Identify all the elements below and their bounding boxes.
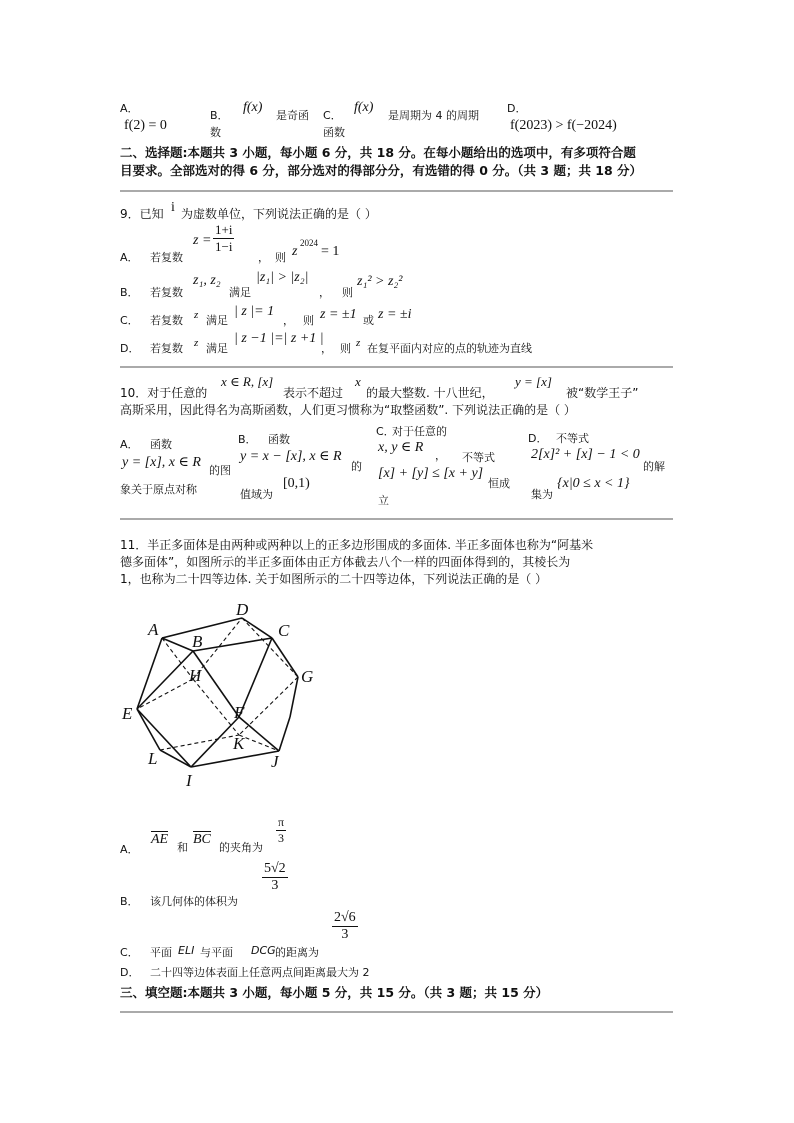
figure-label-l: L: [148, 749, 158, 768]
q11-option-c-label: C．: [120, 946, 139, 959]
q8-option-b-label: B．: [210, 109, 229, 122]
q11-option-d-text: 二十四等边体表面上任意两点间距离最大为 2: [150, 966, 370, 979]
q11-option-a-num: π: [278, 815, 285, 829]
q11-option-c-num: 2√6: [334, 910, 356, 925]
q9-stem-post: 为虚数单位，下列说法正确的是（ ）: [181, 207, 377, 221]
section3-heading: 三、填空题:本题共 3 小题，每小题 5 分，共 15 分。（共 3 题；共 15 分）: [120, 985, 549, 1000]
q11-option-a-vector1: AE: [151, 832, 169, 847]
q11-option-c-text: 平面: [150, 946, 172, 959]
q11-option-c-den: 3: [341, 927, 349, 942]
divider: [120, 1011, 673, 1013]
q11-option-c-text3: 的距离为: [275, 946, 319, 959]
q9-option-c-condition: | z |= 1: [234, 304, 275, 319]
figure-label-j: J: [271, 752, 279, 771]
q11-option-a-vector2: BC: [193, 832, 211, 847]
q10-stem-mid: 表示不超过: [283, 386, 344, 400]
q9-option-a-exponent: 2024: [300, 238, 318, 248]
section2-heading-line2: 目要求。全部选对的得 6 分，部分选对的得部分分，有选错的得 0 分。（共 3 题；共 18 分）: [120, 163, 643, 178]
q9-option-b-satisfy: 满足: [229, 286, 251, 299]
q9-option-b-then: 则: [342, 286, 353, 299]
q10-option-c-text3: 恒成: [488, 477, 510, 490]
q9-option-a-result: z: [292, 244, 298, 259]
q9-option-c-or: 或: [363, 314, 374, 327]
q10-option-b-text: 函数: [268, 433, 290, 446]
section2-heading-line1: 二、选择题:本题共 3 小题，每小题 6 分，共 18 分。在每小题给出的选项中，有多项符合题: [120, 145, 636, 160]
q9-option-d-condition: | z −1 |=| z +1 |: [234, 331, 324, 346]
q10-option-c-comma: ，: [435, 449, 446, 462]
q9-option-c-result2: z = ±i: [378, 307, 412, 322]
divider: [120, 366, 673, 368]
q8-option-c-math: f(x): [354, 100, 374, 115]
q9-option-c-label: C．: [120, 314, 139, 327]
q8-option-d-label: D．: [507, 102, 527, 115]
q8-option-a-math: f(2) = 0: [124, 118, 167, 133]
q9-option-a-text: 若复数: [150, 251, 183, 264]
q10-option-d-text2: 的解: [643, 460, 665, 473]
q11-option-b-text: 该几何体的体积为: [150, 895, 238, 908]
q10-stem-fn: y = [x]: [515, 374, 552, 389]
q9-option-a-comma: ，: [258, 251, 269, 264]
q9-option-d-text: 若复数: [150, 342, 183, 355]
q11-option-c-text2: 与平面: [200, 946, 233, 959]
q9-option-a-result-value: = 1: [321, 244, 340, 259]
q10-stem-math: x ∈ R, [x]: [221, 374, 274, 389]
figure-label-f: F: [234, 703, 245, 722]
q10-option-c-vars: x, y ∈ R: [378, 440, 424, 455]
q10-stem-end: 被“数学王子”: [566, 386, 639, 400]
q9-option-b-vars: z₁, z₂: [193, 273, 221, 288]
figure-label-a: A: [148, 620, 159, 639]
q10-option-c-inequality: [x] + [y] ≤ [x + y]: [378, 466, 484, 481]
q10-option-b-text3: 值域为: [240, 488, 273, 501]
q8-option-c-label: C．: [323, 109, 342, 122]
q8-option-c-text: 是周期为 4 的周期: [388, 109, 479, 122]
q9-option-d-satisfy: 满足: [206, 342, 228, 355]
q10-option-d-text3: 集为: [531, 488, 553, 501]
q9-option-d-then: 则: [340, 342, 351, 355]
q8-option-b-text2: 数: [210, 126, 221, 139]
q10-option-b-range: [0,1): [283, 476, 310, 491]
q8-option-b-math: f(x): [243, 100, 263, 115]
divider: [120, 518, 673, 520]
q10-stem-line2: 高斯采用，因此得名为高斯函数，人们更习惯称为“取整函数”. 下列说法正确的是（ ）: [120, 403, 576, 417]
q10-option-b-math: y = x − [x], x ∈ R: [240, 449, 342, 464]
figure-label-k: K: [233, 734, 245, 753]
q9-stem-i: i: [171, 200, 175, 215]
q10-option-a-label: A．: [120, 438, 139, 451]
q9-option-c-text: 若复数: [150, 314, 183, 327]
q8-option-c-text2: 函数: [323, 126, 345, 139]
q8-option-b-text: 是奇函: [276, 109, 309, 122]
q9-option-c-satisfy: 满足: [206, 314, 228, 327]
q10-option-b-text2: 的: [351, 460, 362, 473]
q9-option-c-comma: ，: [283, 314, 294, 327]
q9-option-b-comma: ，: [319, 286, 330, 299]
q11-option-a-den: 3: [278, 831, 285, 845]
figure-label-b: B: [192, 632, 203, 651]
q11-option-c-fraction: [332, 910, 358, 943]
q10-stem-x: x: [355, 374, 361, 389]
q10-option-a-text3: 象关于原点对称: [120, 483, 197, 496]
q9-option-d-z: z: [194, 337, 199, 349]
q9-option-a-fraction: [213, 222, 234, 255]
q11-stem-line3: 1，也称为二十四等边体. 关于如图所示的二十四等边体，下列说法正确的是（ ）: [120, 572, 548, 586]
figure-label-g: G: [301, 667, 314, 686]
q10-stem-pre: 10．对于任意的: [120, 386, 208, 400]
figure-label-i: I: [186, 771, 192, 790]
q9-option-d-tail: 在复平面内对应的点的轨迹为直线: [367, 342, 532, 355]
q9-option-a-then: 则: [275, 251, 286, 264]
q9-option-d-label: D．: [120, 342, 140, 355]
q11-option-c-plane2: DCG: [251, 944, 276, 957]
q10-option-c-text: 对于任意的: [392, 425, 447, 438]
q11-option-c-plane1: ELI: [178, 944, 195, 957]
q10-option-c-text4: 立: [378, 494, 389, 507]
q8-option-a-label: A．: [120, 102, 139, 115]
q9-option-a-z: z =: [193, 233, 212, 248]
q11-stem-line2: 德多面体”，如图所示的半正多面体由正方体截去八个一样的四面体得到的，其棱长为: [120, 555, 571, 569]
figure-label-e: E: [122, 704, 133, 723]
q9-option-b-condition: |z₁| > |z₂|: [256, 270, 309, 285]
q10-option-a-text2: 的图: [209, 464, 231, 477]
q11-stem-line1: 11．半正多面体是由两种或两种以上的正多边形围成的多面体. 半正多面体也称为“阿基米: [120, 538, 594, 552]
q9-option-c-z: z: [194, 309, 199, 321]
figure-solid-edges: [137, 618, 298, 767]
q11-option-b-den: 3: [271, 878, 279, 893]
q10-option-c-label: C．: [376, 425, 395, 438]
q11-option-a-and: 和: [177, 841, 188, 854]
q9-stem-pre: 9．已知: [120, 207, 164, 221]
q8-option-d-math: f(2023) > f(−2024): [510, 118, 617, 133]
q10-stem-post: 的最大整数. 十八世纪，: [366, 386, 494, 400]
q10-option-b-label: B．: [238, 433, 257, 446]
divider: [120, 190, 673, 192]
q9-option-b-result: z₁² > z₂²: [357, 274, 403, 289]
q9-option-c-then: 则: [303, 314, 314, 327]
q10-option-a-math: y = [x], x ∈ R: [122, 455, 201, 470]
q9-option-c-result1: z = ±1: [320, 307, 357, 322]
q9-option-b-label: B．: [120, 286, 139, 299]
q11-option-b-label: B．: [120, 895, 139, 908]
q11-option-b-fraction: [262, 861, 288, 894]
q10-option-d-inequality: 2[x]² + [x] − 1 < 0: [531, 447, 640, 462]
q9-option-a-label: A．: [120, 251, 139, 264]
q11-option-a-text: 的夹角为: [219, 841, 263, 854]
figure-label-d: D: [236, 600, 249, 619]
q9-option-d-comma: ，: [321, 342, 332, 355]
q10-option-d-set: {x|0 ≤ x < 1}: [557, 476, 630, 491]
q11-option-d-label: D．: [120, 966, 140, 979]
q9-option-a-den: 1−i: [215, 239, 233, 254]
q11-option-a-label: A．: [120, 843, 139, 856]
q10-option-c-text2: 不等式: [462, 451, 495, 464]
polyhedron-figure: [115, 595, 325, 795]
q9-option-b-text: 若复数: [150, 286, 183, 299]
q10-option-d-label: D．: [528, 432, 548, 445]
q9-option-a-num: 1+i: [215, 222, 233, 237]
q9-option-d-z2: z: [356, 337, 361, 349]
figure-label-c: C: [278, 621, 290, 640]
q11-option-a-fraction: [276, 815, 286, 846]
q10-option-a-text: 函数: [150, 438, 172, 451]
q10-option-d-text: 不等式: [556, 432, 589, 445]
q11-option-b-num: 5√2: [264, 861, 286, 876]
figure-label-h: H: [189, 666, 202, 685]
